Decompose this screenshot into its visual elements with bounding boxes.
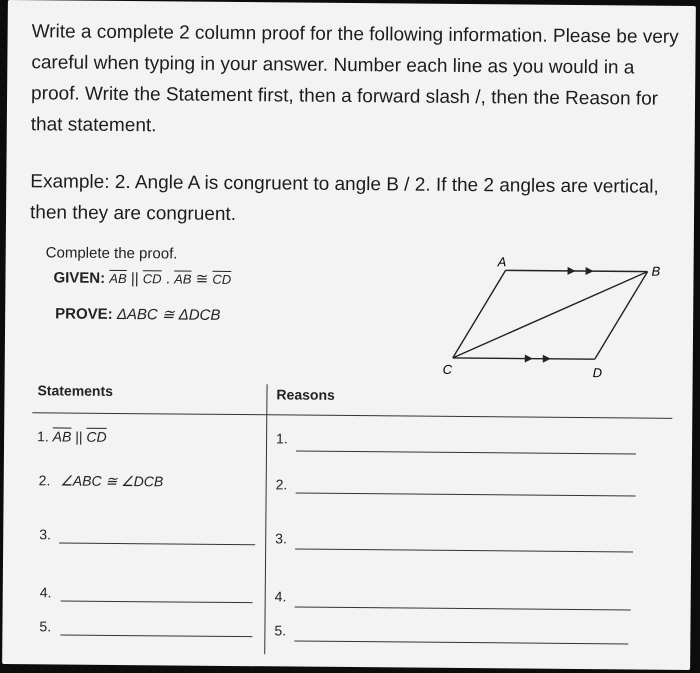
parallel-symbol: || bbox=[130, 270, 139, 288]
reasons-header: Reasons bbox=[276, 386, 335, 403]
row-1-segment-cd: $\overline{CD}$ bbox=[86, 428, 107, 445]
row-1-segment-ab: $\overline{AB}$ bbox=[52, 428, 72, 445]
row-2-number: 2. bbox=[38, 472, 51, 489]
segment-ab-line bbox=[506, 270, 648, 271]
row-2-statement: ∠ABC ≅ ∠DCB bbox=[60, 472, 164, 490]
parallelogram-figure bbox=[425, 254, 676, 386]
table-column-divider bbox=[264, 384, 268, 654]
statement-row-2 bbox=[39, 472, 164, 490]
separator: . bbox=[165, 270, 171, 288]
reason-row-5-blank[interactable] bbox=[294, 641, 628, 645]
segment-cd-line bbox=[453, 358, 595, 359]
statement-row-3-blank[interactable] bbox=[59, 542, 255, 545]
diagonal-bc-line bbox=[453, 270, 648, 360]
congruent-symbol: ≅ bbox=[195, 270, 209, 288]
reason-row-2-number: 2. bbox=[275, 476, 288, 493]
given-label: GIVEN: bbox=[53, 269, 106, 287]
reason-row-2-blank[interactable] bbox=[296, 493, 636, 497]
arrow-marker-top-2 bbox=[586, 267, 594, 275]
reason-row-1-number: 1. bbox=[276, 430, 288, 447]
reason-row-3-blank[interactable] bbox=[295, 549, 633, 553]
reason-row-1-blank[interactable] bbox=[296, 451, 636, 455]
reason-row-3-number: 3. bbox=[275, 530, 287, 547]
label-c: C bbox=[442, 361, 453, 377]
statement-row-4-number: 4. bbox=[39, 584, 52, 601]
segment-bd-line bbox=[595, 271, 648, 359]
arrow-marker-top bbox=[568, 267, 576, 275]
statement-row-5-number: 5. bbox=[39, 618, 52, 635]
statement-row-3-number: 3. bbox=[39, 526, 52, 543]
label-d: D bbox=[592, 365, 603, 381]
segment-ab-2: $\overline{AB}$ bbox=[174, 271, 192, 287]
arrow-marker-bottom-2 bbox=[543, 355, 551, 363]
statement-row-1 bbox=[37, 428, 107, 445]
reason-row-4-number: 4. bbox=[274, 588, 287, 605]
statements-header: Statements bbox=[37, 382, 114, 399]
label-b: B bbox=[651, 263, 661, 279]
segment-ac-line bbox=[453, 270, 506, 358]
prove-text: ΔABC ≅ ΔDCB bbox=[116, 305, 221, 324]
statement-row-5-blank[interactable] bbox=[60, 634, 252, 637]
prove-label: PROVE: bbox=[55, 305, 113, 323]
statement-row-4-blank[interactable] bbox=[61, 600, 253, 603]
example-text: Example: 2. Angle A is congruent to angle B / 2. If the 2 angles are vertical, then they are congruent. bbox=[29, 171, 659, 226]
segment-cd-2: $\overline{CD}$ bbox=[212, 271, 232, 287]
given-statement bbox=[53, 268, 231, 288]
reason-row-5-number: 5. bbox=[274, 622, 287, 639]
arrow-marker-bottom bbox=[525, 355, 533, 363]
reason-row-4-blank[interactable] bbox=[295, 607, 631, 611]
segment-cd: $\overline{CD}$ bbox=[142, 271, 162, 287]
segment-ab: $\overline{AB}$ bbox=[109, 270, 127, 287]
row-1-number: 1. bbox=[37, 428, 49, 445]
prove-statement bbox=[55, 304, 220, 323]
row-1-parallel: || bbox=[75, 428, 83, 445]
instructions-text: Write a complete 2 column proof for the following information. Please be very careful when typing in your answer. Number each line as you would in a proof. Write the Statement first, then a forward slash /, then the Reason for that statement. bbox=[30, 21, 679, 137]
complete-the-proof: Complete the proof. bbox=[45, 244, 178, 263]
worksheet-paper bbox=[2, 0, 696, 670]
label-a: A bbox=[497, 254, 507, 270]
table-header-divider bbox=[32, 412, 672, 419]
